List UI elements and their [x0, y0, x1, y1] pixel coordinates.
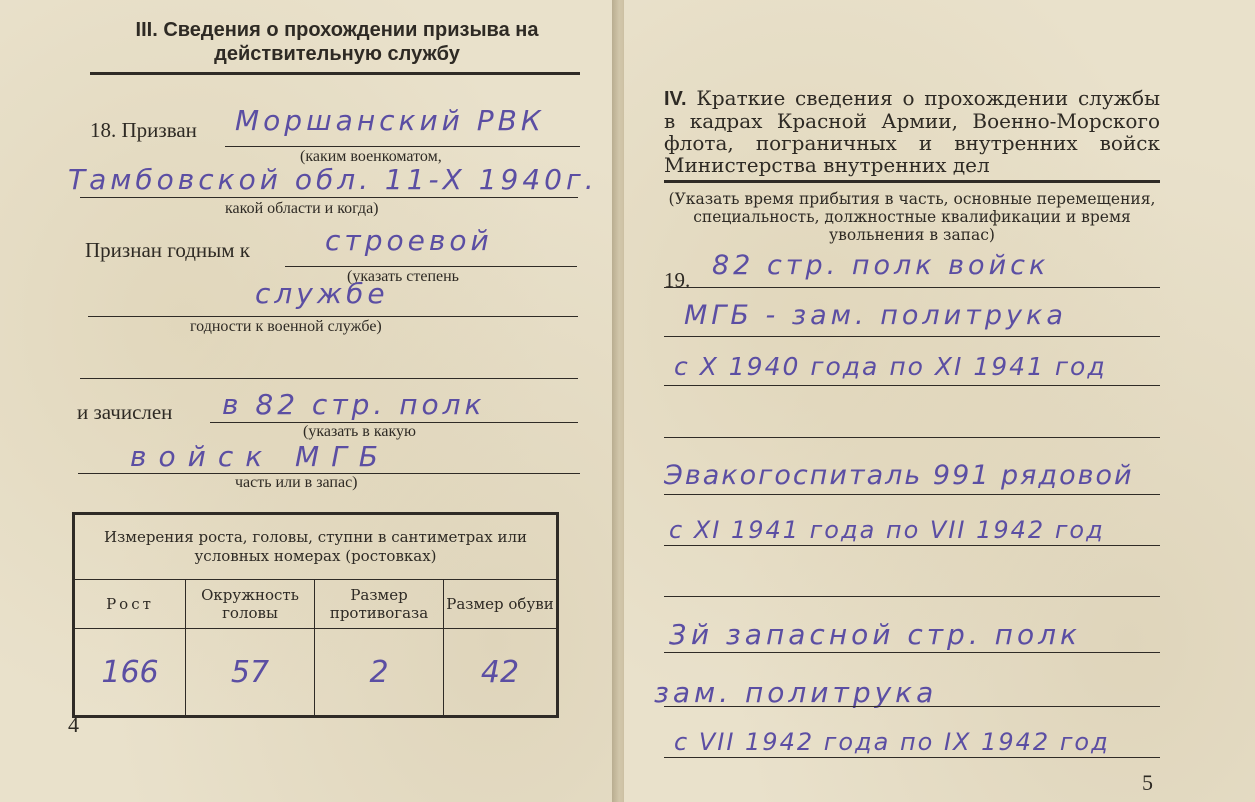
value-shoe-size: 42 [444, 629, 558, 717]
enlisted-value: в 82 стр. полк [222, 388, 486, 421]
region-caption: какой области и когда) [225, 200, 379, 217]
called-value-2: Тамбовской обл. 11-Х 1940г. [68, 163, 598, 196]
called-value: Моршанский РВК [235, 104, 545, 137]
header-gas-mask-size: Размер противогаза [315, 580, 444, 629]
called-caption: (каким военкоматом, [300, 148, 442, 165]
section-4-instruction: (Указать время прибытия в часть, основные перемещения, специальность, должностные квалификации и время увольнения в запас) [668, 190, 1156, 244]
form-line [664, 596, 1160, 597]
header-shoe-size: Размер обуви [444, 580, 558, 629]
form-line [80, 197, 578, 198]
entry-number: 19. [664, 268, 691, 292]
fit-value-2: службе [255, 277, 389, 310]
fit-label: Признан годным к [85, 238, 251, 262]
called-label: 18. Призван [90, 118, 197, 142]
form-line [664, 757, 1160, 758]
entry-line-1: 82 стр. полк войск [712, 250, 1050, 281]
form-line [664, 545, 1160, 546]
enlisted-caption-2: часть или в запас) [235, 474, 358, 491]
form-line [664, 385, 1160, 386]
form-line [664, 287, 1160, 288]
form-line [285, 266, 577, 267]
fit-caption-2: годности к военной службе) [190, 318, 382, 335]
form-line [225, 146, 580, 147]
entry-line-2: МГБ - зам. политрука [684, 300, 1067, 331]
form-line [664, 706, 1160, 707]
fit-value: строевой [325, 224, 493, 257]
enlisted-label: и зачислен [77, 400, 173, 424]
value-head-circumference: 57 [186, 629, 315, 717]
enlisted-caption: (указать в какую [303, 423, 416, 440]
form-line [664, 437, 1160, 438]
form-line [664, 652, 1160, 653]
title-underline [664, 180, 1160, 183]
entry-line-6: 3й запасной стр. полк [669, 618, 1081, 651]
value-gas-mask-size: 2 [315, 629, 444, 717]
value-height: 166 [74, 629, 186, 717]
header-head-circumference: Окружность головы [186, 580, 315, 629]
fit-caption: (указать степень [347, 268, 459, 285]
page-number-right: 5 [1142, 770, 1153, 795]
entry-line-3: с Х 1940 года по ХI 1941 год [674, 352, 1107, 381]
entry-line-5: с ХI 1941 года по VII 1942 год [669, 516, 1105, 544]
section-4-title: IV. Краткие сведения о прохождении службы в кадрах Красной Армии, Военно-Морского флота, пограничных и внутренних войск Министерства внутренних дел [664, 86, 1161, 177]
form-line [664, 494, 1160, 495]
section-3-title: III. Сведения о прохождении призыва на действительную службу [135, 19, 539, 65]
enlisted-value-2: войск МГБ [130, 440, 391, 473]
entry-line-7: зам. политрука [654, 676, 938, 709]
header-height: Рост [74, 580, 186, 629]
title-underline [90, 72, 580, 75]
form-line [664, 336, 1160, 337]
form-line [88, 316, 578, 317]
form-line [80, 378, 578, 379]
measurements-caption: Измерения роста, головы, ступни в сантиметрах или условных номерах (ростовках) [74, 514, 558, 580]
right-page [624, 0, 1255, 802]
left-page [0, 0, 618, 802]
entry-line-8: с VII 1942 года по IХ 1942 год [674, 728, 1110, 756]
page-number-left: 4 [68, 712, 79, 737]
measurements-table [72, 512, 559, 718]
entry-line-4: Эвакогоспиталь 991 рядовой [664, 460, 1134, 491]
